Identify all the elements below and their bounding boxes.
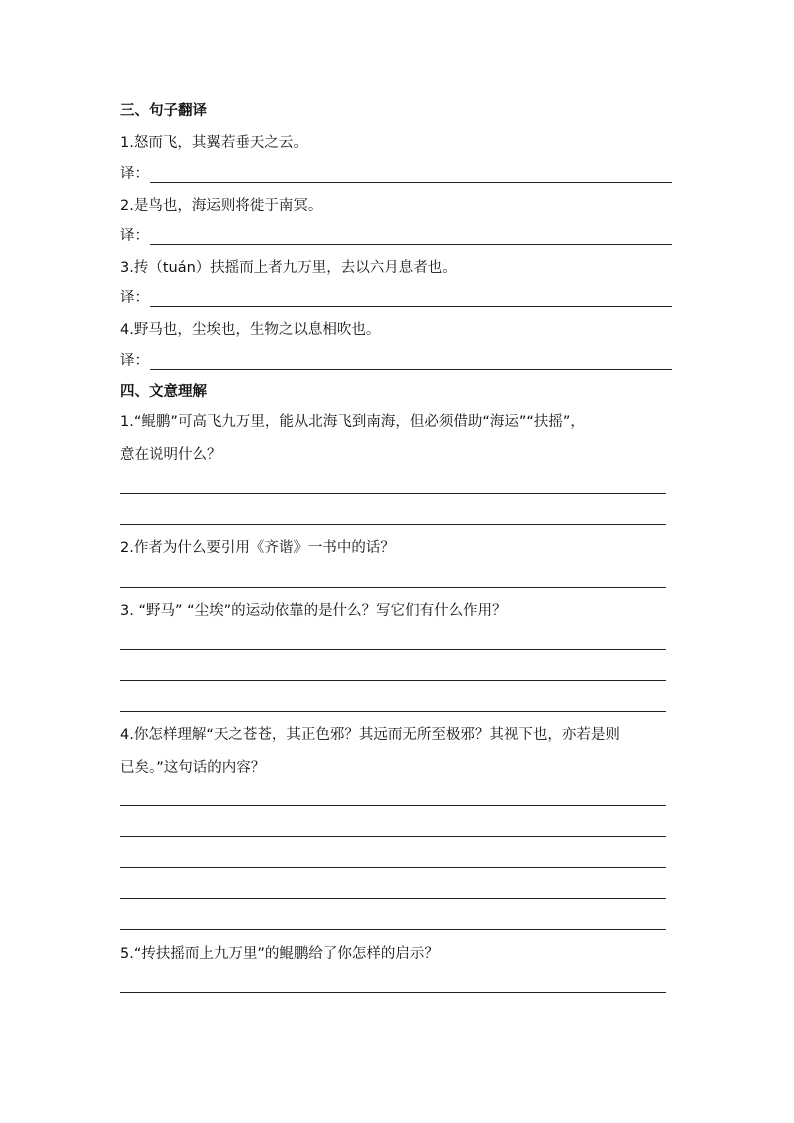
translation-label-2: 译： [120, 228, 149, 244]
translation-question-1: 1.怒而飞，其翼若垂天之云。 [120, 135, 308, 151]
answer-line[interactable] [120, 587, 666, 588]
answer-line[interactable] [120, 992, 666, 993]
translation-answer-line-3[interactable] [150, 306, 672, 307]
comprehension-question-3: 3. “野马” “尘埃”的运动依靠的是什么？写它们有什么作用？ [120, 603, 507, 619]
answer-line[interactable] [120, 929, 666, 930]
comprehension-question-2: 2.作者为什么要引用《齐谐》一书中的话？ [120, 540, 395, 556]
section-4-heading: 四、文意理解 [120, 384, 207, 400]
comprehension-question-1-line-2: 意在说明什么？ [120, 447, 222, 463]
translation-label-3: 译： [120, 290, 149, 306]
translation-answer-line-4[interactable] [150, 369, 672, 370]
translation-question-3: 3.抟（tuán）扶摇而上者九万里，去以六月息者也。 [120, 260, 457, 276]
answer-line[interactable] [120, 836, 666, 837]
translation-question-4: 4.野马也，尘埃也，生物之以息相吹也。 [120, 322, 381, 338]
translation-label-4: 译： [120, 353, 149, 369]
translation-question-2: 2.是鸟也，海运则将徙于南冥。 [120, 198, 323, 214]
answer-line[interactable] [120, 493, 666, 494]
comprehension-question-4-line-2: 已矣。”这句话的内容？ [120, 760, 266, 776]
answer-line[interactable] [120, 898, 666, 899]
answer-line[interactable] [120, 805, 666, 806]
comprehension-question-1-line-1: 1.“鲲鹏”可高飞九万里，能从北海飞到南海，但必须借助“海运”“扶摇”， [120, 414, 585, 430]
section-3-heading: 三、句子翻译 [120, 103, 207, 119]
answer-line[interactable] [120, 524, 666, 525]
translation-answer-line-2[interactable] [150, 244, 672, 245]
translation-answer-line-1[interactable] [150, 182, 672, 183]
translation-label-1: 译： [120, 166, 149, 182]
answer-line[interactable] [120, 680, 666, 681]
answer-line[interactable] [120, 649, 666, 650]
answer-line[interactable] [120, 867, 666, 868]
comprehension-question-5: 5.“抟扶摇而上九万里”的鲲鹏给了你怎样的启示？ [120, 946, 439, 962]
comprehension-question-4-line-1: 4.你怎样理解“天之苍苍，其正色邪？其远而无所至极邪？其视下也，亦若是则 [120, 727, 620, 743]
answer-line[interactable] [120, 711, 666, 712]
